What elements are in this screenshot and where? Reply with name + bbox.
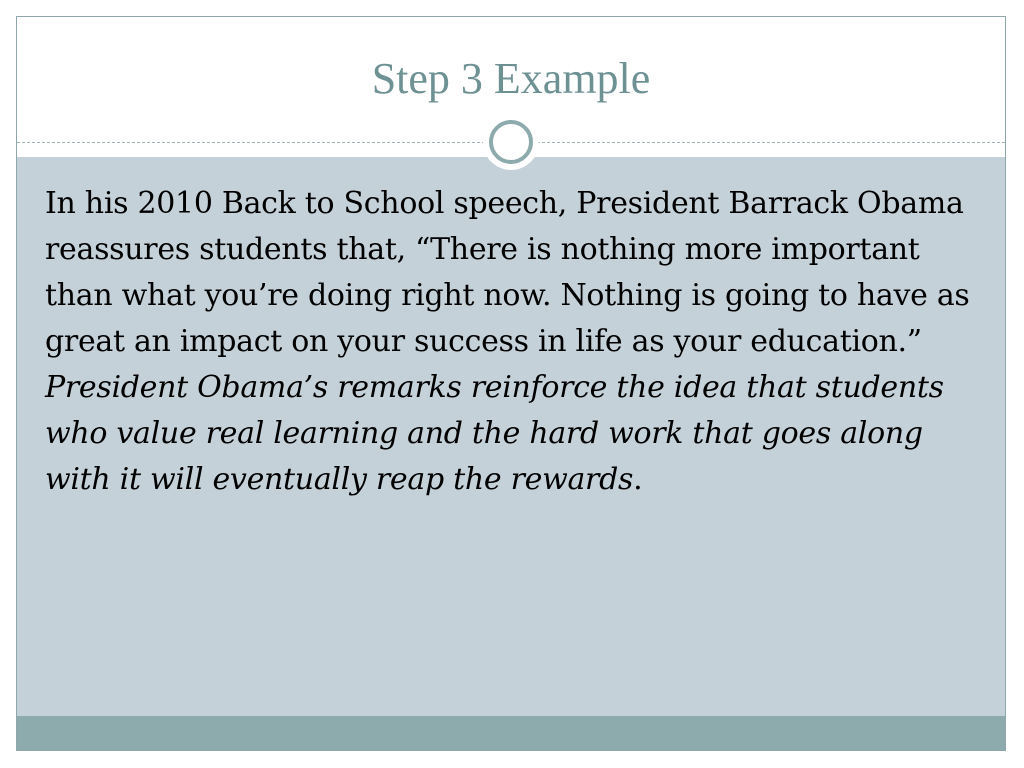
body-text bbox=[45, 181, 981, 503]
body-text-regular: In his 2010 Back to School speech, President Barrack Obama reassures students that, “There is nothing more important than what you’re doing right now. Nothing is going to have as great an impact on your success in life as your education.” bbox=[45, 186, 970, 359]
ring-icon bbox=[489, 120, 533, 164]
slide-title: Step 3 Example bbox=[371, 54, 651, 103]
footer-bar bbox=[17, 716, 1005, 751]
body-text-italic: President Obama’s remarks reinforce the idea that students who value real learning and the hard work that goes along with it will eventually reap the rewards bbox=[45, 370, 944, 497]
slide bbox=[16, 16, 1006, 751]
circle-ornament-icon bbox=[483, 114, 539, 170]
body-text-end: . bbox=[633, 462, 643, 497]
